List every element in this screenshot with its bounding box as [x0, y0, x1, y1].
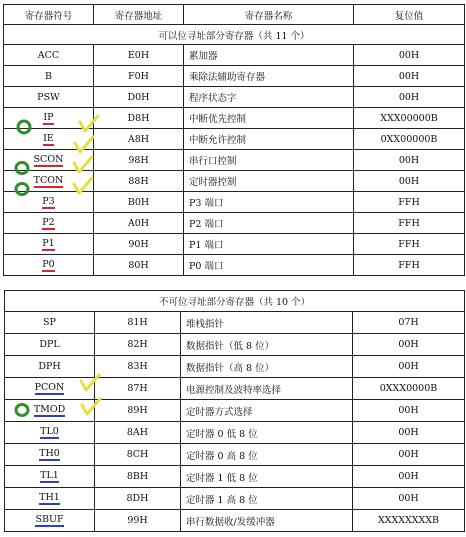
register-symbol: TH1: [39, 492, 60, 503]
register-symbol: SCON: [33, 153, 64, 165]
register-symbol: TH0: [39, 448, 60, 459]
register-address: D8H: [94, 108, 184, 129]
register-symbol: SBUF: [35, 514, 64, 525]
header-register-name: 寄存器名称: [184, 5, 354, 25]
register-symbol: IP: [43, 111, 54, 123]
table-row: [4, 171, 465, 192]
register-address: 8BH: [95, 466, 181, 488]
register-name: 定时器 1 低 8 位: [181, 466, 353, 488]
register-address: 8CH: [95, 444, 181, 466]
section-title-row: [5, 291, 465, 312]
reset-value: 00H: [354, 87, 465, 108]
register-address: 89H: [95, 400, 181, 422]
reset-value: 00H: [354, 171, 465, 192]
table-row: [4, 150, 465, 171]
register-name: 定时器 0 高 8 位: [181, 444, 353, 466]
register-symbol: P1: [42, 237, 55, 249]
section-title-bit-addressable: 可以位寻址部分寄存器（共 11 个）: [4, 25, 465, 45]
register-name: 数据指针（低 8 位）: [181, 334, 353, 356]
reset-value: 00H: [353, 400, 465, 422]
reset-value: 00H: [353, 466, 465, 488]
reset-value: 00H: [353, 422, 465, 444]
register-symbol: P0: [42, 258, 55, 270]
register-address: B0H: [94, 192, 184, 213]
register-name: 堆栈指针: [181, 312, 353, 334]
table-row: [5, 400, 465, 422]
register-name: P3 端口: [184, 192, 354, 213]
table-row: [4, 234, 465, 255]
register-name: 串行口控制: [184, 150, 354, 171]
register-address: A0H: [94, 213, 184, 234]
reset-value: 00H: [353, 488, 465, 510]
register-address: 83H: [95, 356, 181, 378]
register-address: E0H: [94, 45, 184, 66]
table-row: [4, 192, 465, 213]
register-symbol: TL0: [40, 426, 59, 437]
register-address: F0H: [94, 66, 184, 87]
register-name: 串行数据收/发缓冲器: [181, 510, 353, 532]
reset-value: 00H: [353, 356, 465, 378]
header-register-symbol: 寄存器符号: [4, 5, 94, 25]
register-name: P2 端口: [184, 213, 354, 234]
register-address: 80H: [94, 255, 184, 276]
register-name: 定时器方式选择: [181, 400, 353, 422]
register-symbol: TMOD: [33, 404, 66, 415]
header-reset-value: 复位值: [354, 5, 465, 25]
table-row: [5, 422, 465, 444]
table-row: [5, 312, 465, 334]
section-title-non-bit-addressable: 不可位寻址部分寄存器（共 10 个）: [5, 291, 465, 312]
register-address: 82H: [95, 334, 181, 356]
reset-value: 00H: [353, 444, 465, 466]
register-symbol: P2: [42, 216, 55, 228]
table-row: [4, 129, 465, 150]
non-bit-addressable-register-table: [4, 290, 465, 532]
reset-value: FFH: [354, 192, 465, 213]
reset-value: 07H: [353, 312, 465, 334]
register-name: 定时器 1 高 8 位: [181, 488, 353, 510]
reset-value: 0XXX0000B: [353, 378, 465, 400]
register-address: 88H: [94, 171, 184, 192]
register-symbol: DPH: [38, 361, 61, 372]
register-address: A8H: [94, 129, 184, 150]
reset-value: 00H: [354, 66, 465, 87]
register-name: 数据指针（高 8 位）: [181, 356, 353, 378]
table-row: [4, 87, 465, 108]
table-row: [4, 213, 465, 234]
register-symbol: IE: [43, 132, 54, 144]
table-row: [4, 66, 465, 87]
register-symbol: P3: [42, 195, 55, 207]
register-name: 程序状态字: [184, 87, 354, 108]
reset-value: XXX00000B: [354, 108, 465, 129]
table-row: [5, 356, 465, 378]
reset-value: FFH: [354, 234, 465, 255]
register-symbol: DPL: [39, 339, 60, 350]
table-row: [5, 510, 465, 532]
reset-value: 00H: [353, 334, 465, 356]
register-address: 81H: [95, 312, 181, 334]
reset-value: XXXXXXXXB: [353, 510, 465, 532]
register-symbol: TCON: [33, 174, 64, 186]
table-row: [5, 466, 465, 488]
register-name: P0 端口: [184, 255, 354, 276]
table-header-row: [4, 5, 465, 25]
register-name: 中断优先控制: [184, 108, 354, 129]
table-row: [5, 488, 465, 510]
register-address: 99H: [95, 510, 181, 532]
table-row: [4, 45, 465, 66]
table-row: [5, 378, 465, 400]
reset-value: 00H: [354, 150, 465, 171]
register-name: 定时器控制: [184, 171, 354, 192]
register-symbol: PCON: [34, 382, 65, 393]
register-address: D0H: [94, 87, 184, 108]
register-address: 87H: [95, 378, 181, 400]
table-row: [4, 255, 465, 276]
register-name: 累加器: [184, 45, 354, 66]
header-register-address: 寄存器地址: [94, 5, 184, 25]
bit-addressable-register-table: [3, 4, 465, 276]
register-symbol: PSW: [37, 91, 60, 103]
table-row: [4, 108, 465, 129]
reset-value: 00H: [354, 45, 465, 66]
section-title-row: [4, 25, 465, 45]
register-symbol: TL1: [40, 470, 59, 481]
register-name: P1 端口: [184, 234, 354, 255]
reset-value: FFH: [354, 213, 465, 234]
register-name: 乘除法辅助寄存器: [184, 66, 354, 87]
register-address: 8DH: [95, 488, 181, 510]
register-address: 8AH: [95, 422, 181, 444]
table-row: [5, 444, 465, 466]
register-address: 90H: [94, 234, 184, 255]
register-name: 电源控制及波特率选择: [181, 378, 353, 400]
reset-value: FFH: [354, 255, 465, 276]
register-name: 定时器 0 低 8 位: [181, 422, 353, 444]
register-symbol: ACC: [37, 49, 60, 61]
register-name: 中断允许控制: [184, 129, 354, 150]
register-address: 98H: [94, 150, 184, 171]
reset-value: 0XX00000B: [354, 129, 465, 150]
table-row: [5, 334, 465, 356]
register-symbol: B: [45, 70, 52, 82]
register-symbol: SP: [43, 317, 56, 328]
